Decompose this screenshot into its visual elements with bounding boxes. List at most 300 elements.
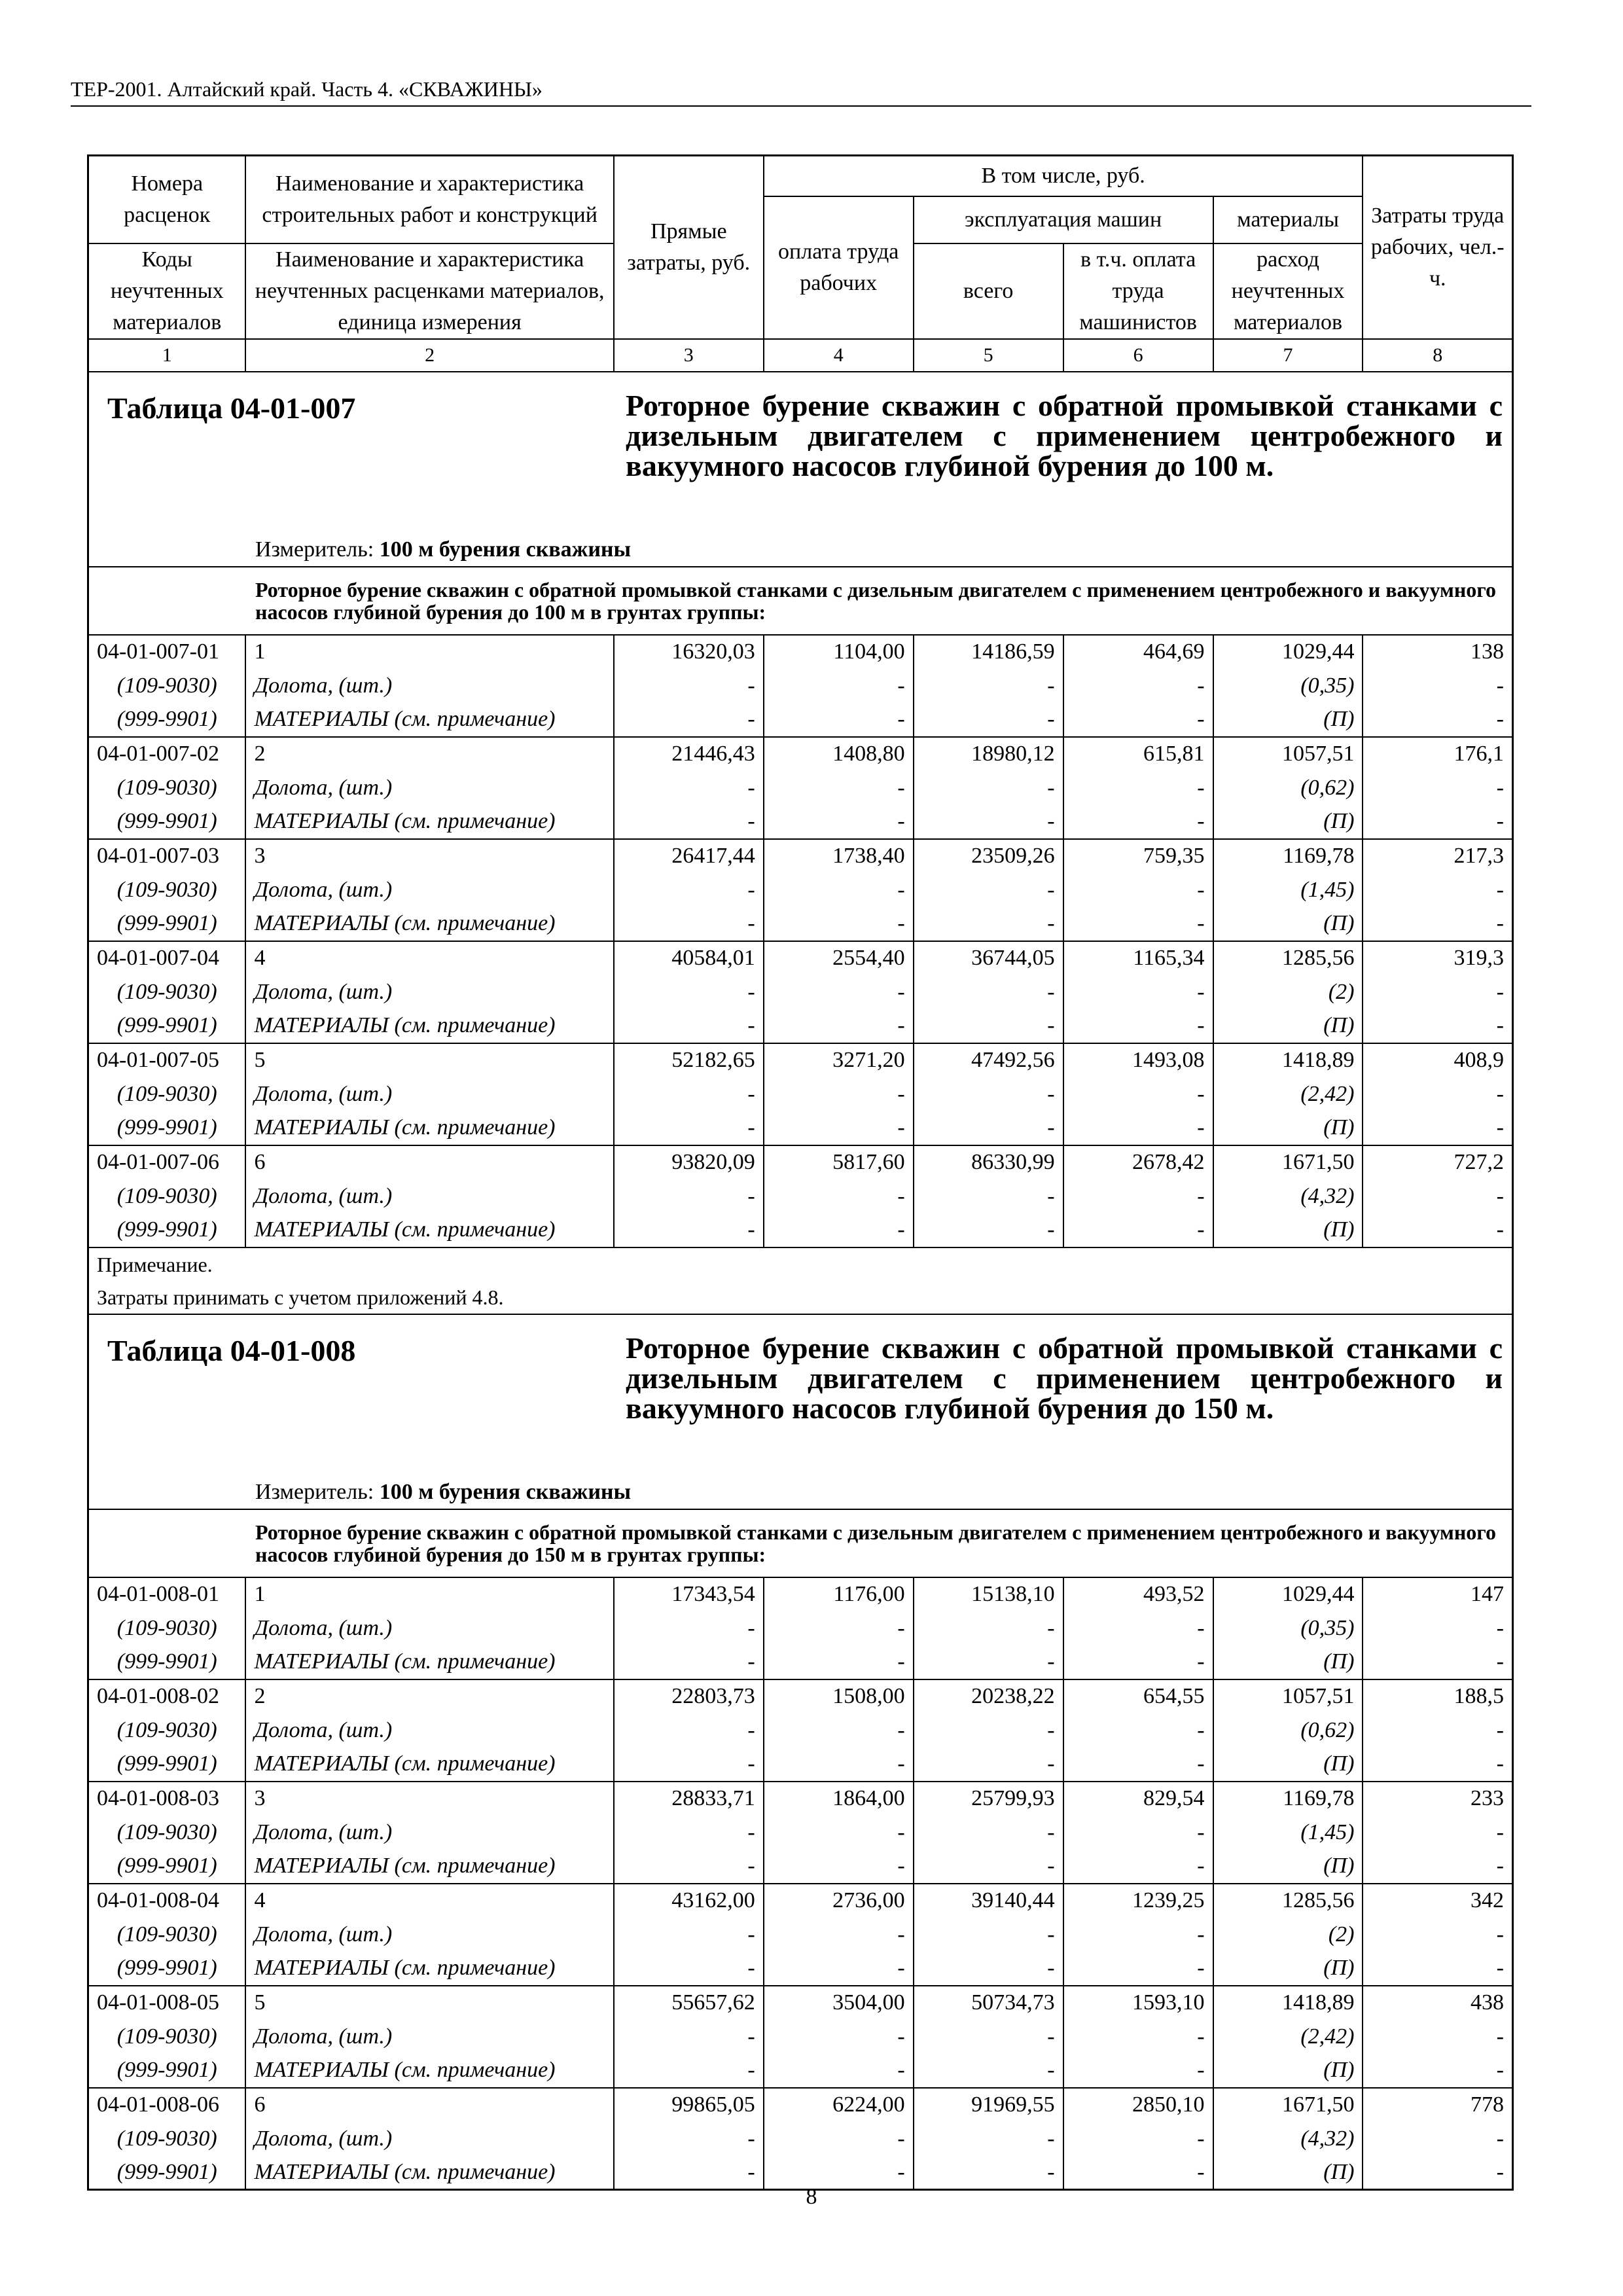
material-name: МАТЕРИАЛЫ (см. примечание) xyxy=(245,2156,613,2190)
table-row-bit xyxy=(88,1713,1513,1748)
dash: - xyxy=(1063,1645,1213,1679)
table-row-materials xyxy=(88,703,1513,737)
dash: - xyxy=(764,2122,914,2156)
labor-pay: 1104,00 xyxy=(764,635,914,669)
material-usage: (0,62) xyxy=(1213,1713,1363,1748)
material-code: (109-9030) xyxy=(88,1713,246,1748)
dash: - xyxy=(914,669,1063,703)
material-code: (999-9901) xyxy=(88,805,246,839)
dash: - xyxy=(614,2122,764,2156)
dash: - xyxy=(614,771,764,805)
col-header-machine-operation: эксплуатация машин xyxy=(914,196,1213,243)
dash: - xyxy=(1363,2020,1512,2054)
dash: - xyxy=(1063,1611,1213,1645)
dash: - xyxy=(914,1816,1063,1850)
dash: - xyxy=(1063,1918,1213,1952)
dash: - xyxy=(1363,2122,1512,2156)
rate-code: 04-01-008-01 xyxy=(88,1577,246,1611)
material-usage: (П) xyxy=(1213,907,1363,941)
materials-cost: 1057,51 xyxy=(1213,1679,1363,1713)
measure xyxy=(255,1480,631,1505)
dash: - xyxy=(1363,873,1512,907)
dash: - xyxy=(1363,771,1512,805)
group-description xyxy=(88,1509,1513,1577)
materials-cost: 1285,56 xyxy=(1213,1884,1363,1918)
dash: - xyxy=(614,2156,764,2190)
table-row-materials xyxy=(88,805,1513,839)
labor-hours: 138 xyxy=(1363,635,1512,669)
rate-code: 04-01-007-06 xyxy=(88,1145,246,1179)
table-row-bit xyxy=(88,771,1513,805)
direct-costs: 26417,44 xyxy=(614,839,764,873)
dash: - xyxy=(614,1748,764,1782)
dash: - xyxy=(764,1611,914,1645)
material-code: (999-9901) xyxy=(88,1645,246,1679)
dash: - xyxy=(614,907,764,941)
material-name: МАТЕРИАЛЫ (см. примечание) xyxy=(245,1009,613,1043)
labor-pay: 1508,00 xyxy=(764,1679,914,1713)
table-row xyxy=(88,1884,1513,1918)
machinists-pay: 1165,34 xyxy=(1063,941,1213,975)
dash: - xyxy=(1063,1850,1213,1884)
measure-value: 100 м бурения скважины xyxy=(379,537,632,562)
dash: - xyxy=(764,1713,914,1748)
material-name: Долота, (шт.) xyxy=(245,1077,613,1111)
col-header-labor-pay: оплата труда рабочих xyxy=(764,196,914,339)
material-name: МАТЕРИАЛЫ (см. примечание) xyxy=(245,907,613,941)
rate-code: 04-01-007-01 xyxy=(88,635,246,669)
col-number: 5 xyxy=(914,339,1063,372)
material-code: (999-9901) xyxy=(88,2156,246,2190)
dash: - xyxy=(764,1009,914,1043)
dash: - xyxy=(1363,805,1512,839)
machinists-pay: 464,69 xyxy=(1063,635,1213,669)
dash: - xyxy=(1363,1213,1512,1247)
material-usage: (П) xyxy=(1213,805,1363,839)
material-usage: (0,35) xyxy=(1213,669,1363,703)
note-title: Примечание. xyxy=(97,1252,213,1276)
dash: - xyxy=(764,1179,914,1213)
dash: - xyxy=(614,1009,764,1043)
material-name: Долота, (шт.) xyxy=(245,2122,613,2156)
machines-total: 47492,56 xyxy=(914,1043,1063,1077)
labor-hours: 176,1 xyxy=(1363,737,1512,771)
material-usage: (П) xyxy=(1213,2156,1363,2190)
material-name: Долота, (шт.) xyxy=(245,1816,613,1850)
table-row-materials xyxy=(88,907,1513,941)
col-header-direct-costs: Прямые затраты, руб. xyxy=(614,156,764,339)
col-number: 7 xyxy=(1213,339,1363,372)
materials-cost: 1285,56 xyxy=(1213,941,1363,975)
materials-cost: 1671,50 xyxy=(1213,2088,1363,2122)
material-name: МАТЕРИАЛЫ (см. примечание) xyxy=(245,1748,613,1782)
dash: - xyxy=(614,1077,764,1111)
dash: - xyxy=(764,907,914,941)
dash: - xyxy=(914,1213,1063,1247)
table-row-materials xyxy=(88,1748,1513,1782)
col-header-material-codes: Коды неучтенных материалов xyxy=(88,243,246,339)
machines-total: 91969,55 xyxy=(914,2088,1063,2122)
dash: - xyxy=(614,2020,764,2054)
materials-cost: 1418,89 xyxy=(1213,1043,1363,1077)
material-usage: (П) xyxy=(1213,2054,1363,2088)
dash: - xyxy=(1363,975,1512,1009)
dash: - xyxy=(764,1077,914,1111)
table-row xyxy=(88,635,1513,669)
dash: - xyxy=(914,2122,1063,2156)
col-number: 3 xyxy=(614,339,764,372)
machinists-pay: 2678,42 xyxy=(1063,1145,1213,1179)
dash: - xyxy=(614,873,764,907)
dash: - xyxy=(1363,703,1512,737)
col-header-including: В том числе, руб. xyxy=(764,156,1363,196)
labor-hours: 233 xyxy=(1363,1782,1512,1816)
labor-hours: 147 xyxy=(1363,1577,1512,1611)
material-code: (999-9901) xyxy=(88,2054,246,2088)
machinists-pay: 1239,25 xyxy=(1063,1884,1213,1918)
labor-pay: 1176,00 xyxy=(764,1577,914,1611)
table-row-bit xyxy=(88,873,1513,907)
rate-code: 04-01-007-03 xyxy=(88,839,246,873)
table-row-bit xyxy=(88,2122,1513,2156)
table-title: Роторное бурение скважин с обратной промывкой станками с дизельным двигателем с применением центробежного и вакуумного насосов глубиной бурения до 100 м. xyxy=(626,388,1503,482)
dash: - xyxy=(914,1179,1063,1213)
section-wrap xyxy=(89,1315,1512,1509)
machines-total: 23509,26 xyxy=(914,839,1063,873)
dash: - xyxy=(1063,873,1213,907)
dash: - xyxy=(764,703,914,737)
machines-total: 50734,73 xyxy=(914,1986,1063,2020)
direct-costs: 93820,09 xyxy=(614,1145,764,1179)
material-code: (109-9030) xyxy=(88,2020,246,2054)
machinists-pay: 493,52 xyxy=(1063,1577,1213,1611)
material-name: Долота, (шт.) xyxy=(245,1179,613,1213)
material-code: (109-9030) xyxy=(88,1611,246,1645)
dash: - xyxy=(764,1645,914,1679)
dash: - xyxy=(1063,907,1213,941)
labor-pay: 5817,60 xyxy=(764,1145,914,1179)
material-usage: (П) xyxy=(1213,1645,1363,1679)
material-code: (109-9030) xyxy=(88,1077,246,1111)
col-number: 4 xyxy=(764,339,914,372)
dash: - xyxy=(1363,1713,1512,1748)
rate-code: 04-01-008-06 xyxy=(88,2088,246,2122)
dash: - xyxy=(1363,1179,1512,1213)
machines-total: 18980,12 xyxy=(914,737,1063,771)
group-description xyxy=(88,567,1513,635)
dash: - xyxy=(614,1111,764,1145)
material-name: МАТЕРИАЛЫ (см. примечание) xyxy=(245,2054,613,2088)
material-usage: (2,42) xyxy=(1213,2020,1363,2054)
dash: - xyxy=(1063,1009,1213,1043)
machinists-pay: 654,55 xyxy=(1063,1679,1213,1713)
labor-pay: 3271,20 xyxy=(764,1043,914,1077)
direct-costs: 16320,03 xyxy=(614,635,764,669)
dash: - xyxy=(764,1918,914,1952)
direct-costs: 52182,65 xyxy=(614,1043,764,1077)
material-code: (109-9030) xyxy=(88,1179,246,1213)
material-name: МАТЕРИАЛЫ (см. примечание) xyxy=(245,1111,613,1145)
dash: - xyxy=(914,771,1063,805)
materials-cost: 1029,44 xyxy=(1213,635,1363,669)
dash: - xyxy=(614,1918,764,1952)
materials-cost: 1671,50 xyxy=(1213,1145,1363,1179)
dash: - xyxy=(1063,1213,1213,1247)
table-row-materials xyxy=(88,1850,1513,1884)
machinists-pay: 1493,08 xyxy=(1063,1043,1213,1077)
material-name: Долота, (шт.) xyxy=(245,669,613,703)
col-header-material-names: Наименование и характеристика неучтенных расценками материалов, единица измерения xyxy=(245,243,613,339)
col-header-labor-hours: Затраты труда рабочих, чел.-ч. xyxy=(1363,156,1512,339)
rate-name: 4 xyxy=(245,1884,613,1918)
direct-costs: 55657,62 xyxy=(614,1986,764,2020)
table-row-bit xyxy=(88,669,1513,703)
group-text: Роторное бурение скважин с обратной промывкой станками с дизельным двигателем с применением центробежного и вакуумного насосов глубиной бурения до 150 м в грунтах группы: xyxy=(88,1509,1513,1577)
rate-name: 2 xyxy=(245,1679,613,1713)
material-name: МАТЕРИАЛЫ (см. примечание) xyxy=(245,805,613,839)
labor-pay: 1738,40 xyxy=(764,839,914,873)
dash: - xyxy=(1363,1111,1512,1145)
measure-value: 100 м бурения скважины xyxy=(379,1479,632,1504)
dash: - xyxy=(764,1850,914,1884)
table-row-materials xyxy=(88,2054,1513,2088)
group-text: Роторное бурение скважин с обратной промывкой станками с дизельным двигателем с применением центробежного и вакуумного насосов глубиной бурения до 100 м в грунтах группы: xyxy=(88,567,1513,635)
table-row xyxy=(88,1986,1513,2020)
material-usage: (4,32) xyxy=(1213,2122,1363,2156)
measure xyxy=(255,537,631,562)
rate-name: 3 xyxy=(245,1782,613,1816)
page-header: ТЕР-2001. Алтайский край. Часть 4. «СКВАЖИНЫ» xyxy=(71,77,543,101)
labor-pay: 2554,40 xyxy=(764,941,914,975)
machinists-pay: 2850,10 xyxy=(1063,2088,1213,2122)
dash: - xyxy=(614,1952,764,1986)
dash: - xyxy=(1363,2054,1512,2088)
material-name: Долота, (шт.) xyxy=(245,873,613,907)
rate-code: 04-01-007-04 xyxy=(88,941,246,975)
machinists-pay: 759,35 xyxy=(1063,839,1213,873)
col-header-machines-total: всего xyxy=(914,243,1063,339)
materials-cost: 1418,89 xyxy=(1213,1986,1363,2020)
rate-code: 04-01-008-04 xyxy=(88,1884,246,1918)
dash: - xyxy=(1063,1077,1213,1111)
table-row xyxy=(88,1145,1513,1179)
material-code: (999-9901) xyxy=(88,1213,246,1247)
material-code: (999-9901) xyxy=(88,1009,246,1043)
material-usage: (П) xyxy=(1213,703,1363,737)
table-row xyxy=(88,1577,1513,1611)
dash: - xyxy=(914,1077,1063,1111)
labor-pay: 6224,00 xyxy=(764,2088,914,2122)
direct-costs: 43162,00 xyxy=(614,1884,764,1918)
table-title: Роторное бурение скважин с обратной промывкой станками с дизельным двигателем с применением центробежного и вакуумного насосов глубиной бурения до 150 м. xyxy=(626,1331,1503,1425)
material-usage: (П) xyxy=(1213,1850,1363,1884)
table-row-bit xyxy=(88,1077,1513,1111)
dash: - xyxy=(1063,703,1213,737)
dash: - xyxy=(914,975,1063,1009)
materials-cost: 1169,78 xyxy=(1213,839,1363,873)
table-row xyxy=(88,737,1513,771)
dash: - xyxy=(614,1850,764,1884)
material-usage: (П) xyxy=(1213,1748,1363,1782)
dash: - xyxy=(1363,1918,1512,1952)
table-row-bit xyxy=(88,1611,1513,1645)
rate-name: 1 xyxy=(245,635,613,669)
material-usage: (П) xyxy=(1213,1213,1363,1247)
dash: - xyxy=(1063,1816,1213,1850)
dash: - xyxy=(614,1213,764,1247)
dash: - xyxy=(914,805,1063,839)
material-usage: (П) xyxy=(1213,1952,1363,1986)
machines-total: 20238,22 xyxy=(914,1679,1063,1713)
labor-hours: 319,3 xyxy=(1363,941,1512,975)
rate-code: 04-01-007-02 xyxy=(88,737,246,771)
dash: - xyxy=(1363,669,1512,703)
dash: - xyxy=(914,2156,1063,2190)
col-header-work-name: Наименование и характеристика строительных работ и конструкций xyxy=(245,156,613,243)
dash: - xyxy=(1063,1179,1213,1213)
measure-label: Измеритель: xyxy=(255,1479,374,1504)
labor-hours: 778 xyxy=(1363,2088,1512,2122)
machines-total: 86330,99 xyxy=(914,1145,1063,1179)
dash: - xyxy=(1363,1816,1512,1850)
dash: - xyxy=(1063,2156,1213,2190)
dash: - xyxy=(914,1611,1063,1645)
material-name: МАТЕРИАЛЫ (см. примечание) xyxy=(245,1645,613,1679)
materials-cost: 1029,44 xyxy=(1213,1577,1363,1611)
dash: - xyxy=(614,1179,764,1213)
dash: - xyxy=(764,669,914,703)
labor-hours: 408,9 xyxy=(1363,1043,1512,1077)
dash: - xyxy=(1063,669,1213,703)
header-rule xyxy=(71,105,1531,107)
rate-code: 04-01-008-05 xyxy=(88,1986,246,2020)
dash: - xyxy=(614,1645,764,1679)
material-usage: (2) xyxy=(1213,1918,1363,1952)
rate-name: 5 xyxy=(245,1986,613,2020)
machinists-pay: 829,54 xyxy=(1063,1782,1213,1816)
machines-total: 25799,93 xyxy=(914,1782,1063,1816)
material-usage: (П) xyxy=(1213,1111,1363,1145)
dash: - xyxy=(764,1748,914,1782)
rate-name: 3 xyxy=(245,839,613,873)
dash: - xyxy=(764,805,914,839)
table-row-bit xyxy=(88,2020,1513,2054)
material-code: (109-9030) xyxy=(88,669,246,703)
materials-cost: 1169,78 xyxy=(1213,1782,1363,1816)
material-code: (999-9901) xyxy=(88,703,246,737)
table-number: Таблица 04-01-008 xyxy=(107,1333,356,1367)
labor-pay: 2736,00 xyxy=(764,1884,914,1918)
dash: - xyxy=(614,703,764,737)
dash: - xyxy=(764,1816,914,1850)
machines-total: 39140,44 xyxy=(914,1884,1063,1918)
col-number: 2 xyxy=(245,339,613,372)
col-number: 8 xyxy=(1363,339,1512,372)
rate-name: 6 xyxy=(245,2088,613,2122)
material-code: (109-9030) xyxy=(88,975,246,1009)
dash: - xyxy=(614,2054,764,2088)
labor-hours: 342 xyxy=(1363,1884,1512,1918)
material-usage: (1,45) xyxy=(1213,873,1363,907)
labor-pay: 1864,00 xyxy=(764,1782,914,1816)
dash: - xyxy=(1363,1748,1512,1782)
dash: - xyxy=(614,1611,764,1645)
dash: - xyxy=(614,805,764,839)
col-header-material-usage: расход неучтенных материалов xyxy=(1213,243,1363,339)
rate-name: 1 xyxy=(245,1577,613,1611)
material-code: (109-9030) xyxy=(88,771,246,805)
machines-total: 36744,05 xyxy=(914,941,1063,975)
material-usage: (4,32) xyxy=(1213,1179,1363,1213)
dash: - xyxy=(764,1213,914,1247)
dash: - xyxy=(1363,1952,1512,1986)
material-name: Долота, (шт.) xyxy=(245,1611,613,1645)
table-row-materials xyxy=(88,1952,1513,1986)
table-row xyxy=(88,1782,1513,1816)
material-name: МАТЕРИАЛЫ (см. примечание) xyxy=(245,1213,613,1247)
material-usage: (0,35) xyxy=(1213,1611,1363,1645)
direct-costs: 99865,05 xyxy=(614,2088,764,2122)
material-usage: (П) xyxy=(1213,1009,1363,1043)
dash: - xyxy=(1063,1952,1213,1986)
table-number: Таблица 04-01-007 xyxy=(107,391,356,425)
table-row-bit xyxy=(88,1918,1513,1952)
note-cell xyxy=(88,1247,1513,1314)
material-code: (109-9030) xyxy=(88,873,246,907)
col-header-materials: материалы xyxy=(1213,196,1363,243)
dash: - xyxy=(1063,1713,1213,1748)
rate-name: 4 xyxy=(245,941,613,975)
dash: - xyxy=(1363,2156,1512,2190)
table-row-materials xyxy=(88,1111,1513,1145)
dash: - xyxy=(914,1850,1063,1884)
dash: - xyxy=(914,1952,1063,1986)
rate-name: 5 xyxy=(245,1043,613,1077)
labor-hours: 438 xyxy=(1363,1986,1512,2020)
dash: - xyxy=(914,907,1063,941)
rates-table xyxy=(87,154,1514,2191)
measure-label: Измеритель: xyxy=(255,537,374,562)
machinists-pay: 615,81 xyxy=(1063,737,1213,771)
material-usage: (2) xyxy=(1213,975,1363,1009)
dash: - xyxy=(764,2156,914,2190)
table-row-bit xyxy=(88,1179,1513,1213)
dash: - xyxy=(914,1748,1063,1782)
table-row xyxy=(88,941,1513,975)
dash: - xyxy=(614,1816,764,1850)
dash: - xyxy=(1063,1111,1213,1145)
dash: - xyxy=(1063,975,1213,1009)
machines-total: 15138,10 xyxy=(914,1577,1063,1611)
direct-costs: 21446,43 xyxy=(614,737,764,771)
machines-total: 14186,59 xyxy=(914,635,1063,669)
direct-costs: 17343,54 xyxy=(614,1577,764,1611)
table-row-materials xyxy=(88,1645,1513,1679)
dash: - xyxy=(914,1645,1063,1679)
col-header-rate-number: Номера расценок xyxy=(88,156,246,243)
rate-code: 04-01-008-02 xyxy=(88,1679,246,1713)
material-code: (109-9030) xyxy=(88,1816,246,1850)
material-code: (109-9030) xyxy=(88,1918,246,1952)
dash: - xyxy=(1063,2020,1213,2054)
section-cell xyxy=(88,372,1513,567)
table-section-heading xyxy=(88,372,1513,567)
material-usage: (1,45) xyxy=(1213,1816,1363,1850)
material-name: Долота, (шт.) xyxy=(245,2020,613,2054)
dash: - xyxy=(614,975,764,1009)
material-name: МАТЕРИАЛЫ (см. примечание) xyxy=(245,1952,613,1986)
material-code: (999-9901) xyxy=(88,1111,246,1145)
